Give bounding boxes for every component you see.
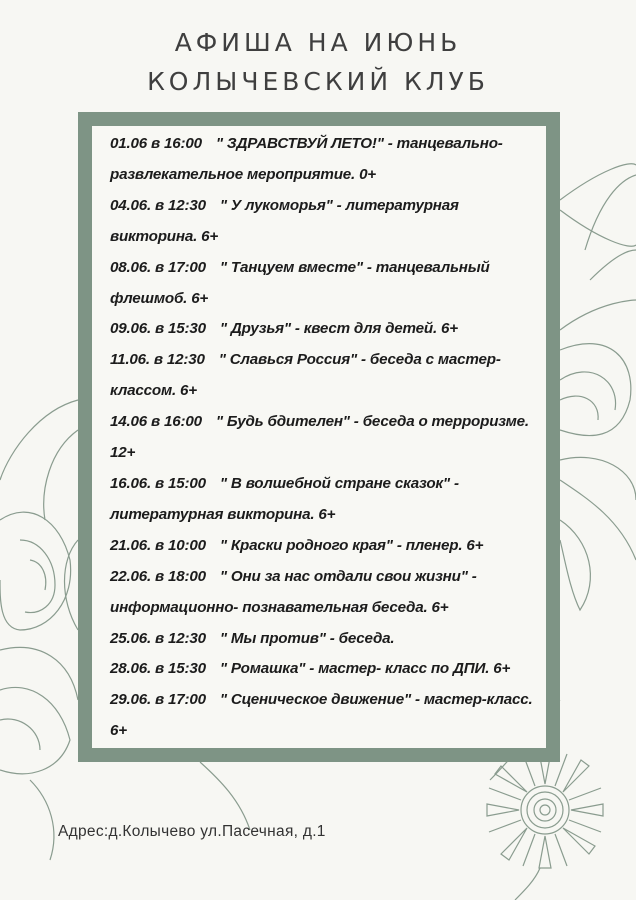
event-date-time: 04.06. в 12:30 — [110, 196, 206, 214]
event-description: " У лукоморья" - литературная викторина. 6+ — [110, 196, 459, 245]
event-date-time: 11.06. в 12:30 — [110, 351, 205, 369]
event-item — [110, 531, 548, 562]
events-list — [110, 129, 548, 747]
event-description: " Славься Россия" - беседа с мастер-классом. 6+ — [110, 351, 501, 400]
event-date-time: 14.06 в 16:00 — [110, 413, 202, 431]
event-date-time: 29.06. в 17:00 — [110, 691, 206, 709]
event-date-time: 28.06. в 15:30 — [110, 660, 206, 678]
event-description: " В волшебной стране сказок" - литературная викторина. 6+ — [110, 474, 459, 523]
events-frame — [78, 112, 560, 762]
event-description: " Танцуем вместе" - танцевальный флешмоб. 6+ — [110, 258, 490, 307]
event-description: " Сценическое движение" - мастер-класс. 6+ — [110, 691, 533, 740]
event-date-time: 16.06. в 15:00 — [110, 474, 206, 492]
event-item — [110, 345, 548, 407]
event-item — [110, 469, 548, 531]
event-item — [110, 654, 548, 685]
event-item — [110, 562, 548, 624]
event-description: " Будь бдителен" - беседа о терроризме. 12+ — [110, 413, 529, 462]
event-item — [110, 685, 548, 747]
event-item — [110, 191, 548, 253]
event-description: " Мы против" - беседа. — [219, 629, 395, 647]
daisy-illustration — [487, 752, 603, 900]
right-flower-illustration — [560, 164, 636, 610]
events-panel — [92, 126, 546, 748]
event-description: " Друзья" - квест для детей. 6+ — [219, 320, 458, 338]
left-flower-illustration — [0, 400, 78, 860]
event-description: " Краски родного края" - пленер. 6+ — [219, 536, 484, 554]
event-date-time: 21.06. в 10:00 — [110, 536, 206, 554]
event-description: " Ромашка" - мастер- класс по ДПИ. 6+ — [219, 660, 511, 678]
event-description: " Они за нас отдали свои жизни" - информационно- познавательная беседа. 6+ — [110, 567, 477, 616]
poster-title: АФИША НА ИЮНЬ — [174, 28, 462, 57]
event-date-time: 08.06. в 17:00 — [110, 258, 206, 276]
club-name: КОЛЫЧЕВСКИЙ КЛУБ — [147, 67, 489, 96]
club-address: Адрес:д.Колычево ул.Пасечная, д.1 — [58, 823, 326, 840]
event-item — [110, 129, 548, 191]
event-date-time: 09.06. в 15:30 — [110, 320, 206, 338]
event-item — [110, 314, 548, 345]
event-date-time: 25.06. в 12:30 — [110, 629, 206, 647]
event-item — [110, 253, 548, 315]
event-item — [110, 407, 548, 469]
event-item — [110, 624, 548, 655]
event-description: " ЗДРАВСТВУЙ ЛЕТО!" - танцевально-развлекательное мероприятие. 0+ — [110, 135, 503, 183]
event-date-time: 22.06. в 18:00 — [110, 567, 206, 585]
event-date-time: 01.06 в 16:00 — [110, 135, 202, 152]
